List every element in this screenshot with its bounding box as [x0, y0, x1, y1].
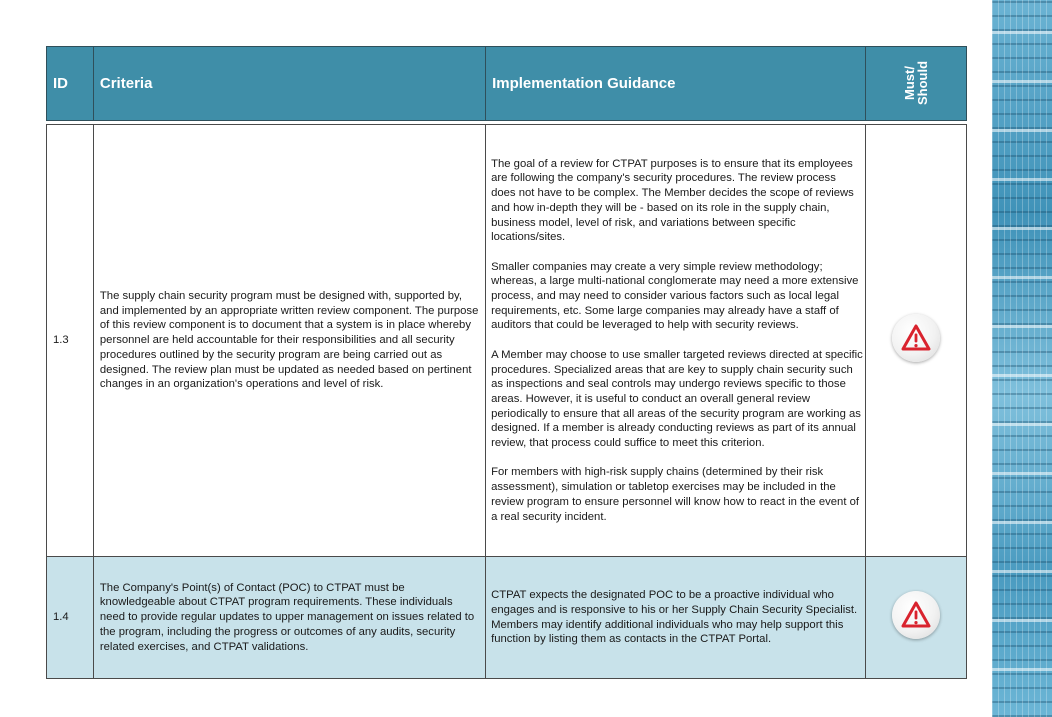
row-must-should — [866, 125, 967, 557]
row-id: 1.3 — [47, 125, 94, 557]
decorative-container-strip — [992, 0, 1052, 717]
guidance-paragraph: A Member may choose to use smaller targeted reviews directed at specific procedures. Specialized areas that are key to supply chain security such as inspections and seal controls may undergo reviews specific to those areas. However, it is useful to conduct an overall general review periodically to ensure that all areas of the security program are working as designed. If a member is already conducting reviews as part of its annual review, that process could suffice to meet this criterion. — [491, 348, 863, 450]
header-id: ID — [47, 47, 94, 121]
guidance-paragraph: CTPAT expects the designated POC to be a proactive individual who engages and is responsive to his or her Supply Chain Security Specialist. Members may identify additional individuals who may help support this function by listing them as contacts in the CTPAT Portal. — [491, 589, 858, 646]
header-must-should-cell — [866, 47, 967, 121]
header-guidance: Implementation Guidance — [486, 47, 866, 121]
row-id: 1.4 — [47, 557, 94, 679]
table-row — [47, 557, 967, 679]
row-guidance — [486, 125, 866, 557]
guidance-paragraph: For members with high-risk supply chains (determined by their risk assessment), simulation or tabletop exercises may be included in the review program to ensure personnel will know how to react in the event of a real security incident. — [491, 466, 860, 523]
guidance-paragraph: Smaller companies may create a very simple review methodology; whereas, a large multi-national conglomerate may need a more extensive process, and may need to consider various factors such as local legal requirements, etc. Some large companies may already have a staff of auditors that could be leveraged to help with security reviews. — [491, 260, 859, 332]
row-guidance — [486, 557, 866, 679]
row-criteria: The Company's Point(s) of Contact (POC) to CTPAT must be knowledgeable about CTPAT program requirements. These individuals need to provide regular updates to upper management on issues related to the program, including the progress or outcomes of any audits, security related exercises, and CTPAT validations. — [93, 557, 485, 679]
guidance-paragraph: The goal of a review for CTPAT purposes is to ensure that its employees are following the company's security procedures. The review process does not have to be complex. The Member decides the scope of reviews and how in-depth they will be - based on its role in the supply chain, business model, level of risk, and variations between specific locations/sites. — [491, 157, 854, 244]
row-must-should — [866, 557, 967, 679]
warning-triangle-icon — [892, 314, 940, 362]
header-must-should: Must/ Should — [902, 60, 931, 105]
table-header — [47, 47, 967, 121]
criteria-table — [46, 46, 967, 679]
row-criteria: The supply chain security program must be designed with, supported by, and implemented by an appropriate written review component. The purpose of this review component is to document that a system is in place whereby personnel are held accountable for their responsibilities and all security procedures outlined by the security program are being carried out as designed. The review plan must be updated as needed based on pertinent changes in an organization's operations and level of risk. — [93, 125, 485, 557]
table-row — [47, 125, 967, 557]
header-criteria: Criteria — [93, 47, 485, 121]
warning-triangle-icon — [892, 591, 940, 639]
